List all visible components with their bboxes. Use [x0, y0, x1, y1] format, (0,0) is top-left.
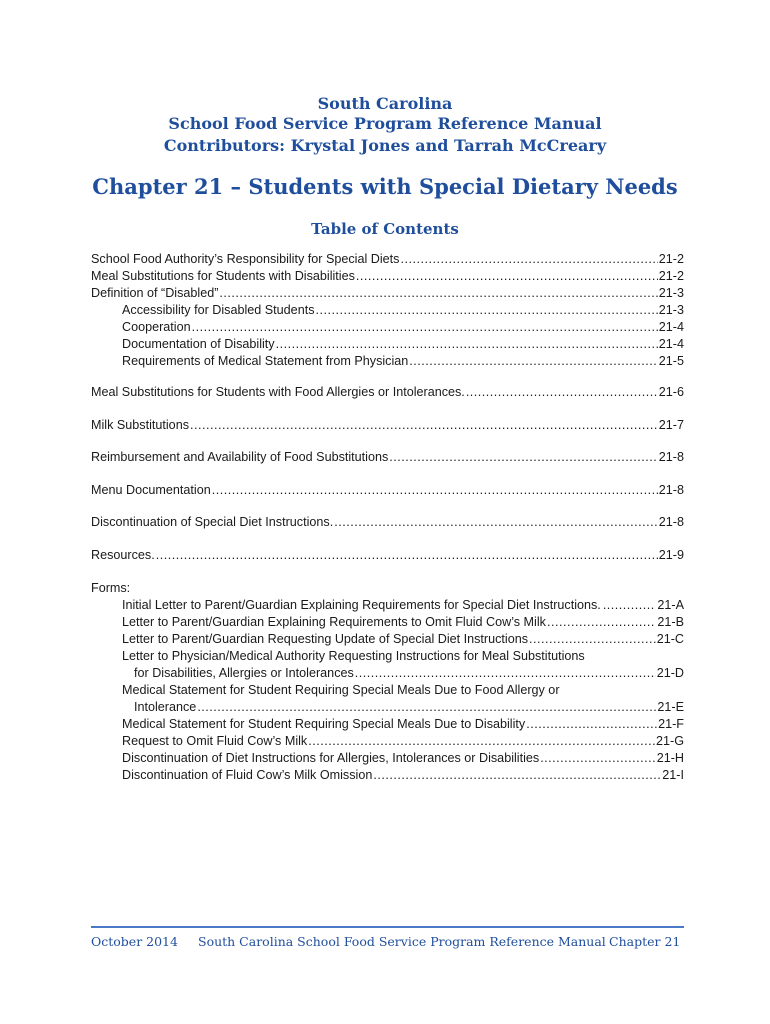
toc-subentry[interactable] — [122, 319, 684, 336]
toc-entry-title: Cooperation — [122, 320, 191, 334]
form-entry[interactable] — [134, 699, 684, 716]
toc-entry-page: 21-2 — [658, 252, 684, 266]
form-entry-page: 21-A — [657, 598, 684, 612]
toc-entry-title: Requirements of Medical Statement from Physician — [122, 354, 409, 368]
form-entry[interactable] — [122, 631, 684, 648]
toc-entry[interactable] — [91, 482, 684, 499]
form-entry-page: 21-E — [657, 700, 684, 714]
form-entry-title: Initial Letter to Parent/Guardian Explaining Requirements for Special Diet Instructions. — [122, 598, 601, 612]
form-entry-page: 21-F — [658, 717, 684, 731]
form-entry[interactable] — [134, 665, 684, 682]
toc-entry-page: 21-5 — [658, 354, 684, 368]
toc-entry-title: School Food Authority’s Responsibility for Special Diets — [91, 252, 400, 266]
toc-entry-page: 21-3 — [658, 286, 684, 300]
toc-entry-title: Documentation of Disability — [122, 337, 275, 351]
toc-entry-page: 21-6 — [658, 385, 684, 399]
form-entry-title-line1[interactable]: Medical Statement for Student Requiring Special Meals Due to Food Allergy or — [122, 683, 560, 697]
form-entry[interactable] — [122, 597, 684, 614]
chapter-title: Chapter 21 – Students with Special Dietary Needs — [92, 174, 678, 199]
form-entry-title: Request to Omit Fluid Cow’s Milk — [122, 734, 308, 748]
toc-entry-page: 21-4 — [658, 320, 684, 334]
form-entry-title: Medical Statement for Student Requiring Special Meals Due to Disability — [122, 717, 526, 731]
state-heading: South Carolina — [317, 94, 453, 113]
toc-entry-page: 21-4 — [658, 337, 684, 351]
toc-entry-page: 21-8 — [658, 450, 684, 464]
toc-entry-page: 21-8 — [658, 515, 684, 529]
form-entry-title: Letter to Parent/Guardian Requesting Update of Special Diet Instructions — [122, 632, 529, 646]
toc-entry-page: 21-3 — [658, 303, 684, 317]
toc-subentry[interactable] — [122, 353, 684, 370]
form-entry-page: 21-I — [662, 768, 684, 782]
toc-entry-title: Menu Documentation — [91, 483, 211, 497]
toc-entry-title: Meal Substitutions for Students with Disabilities — [91, 269, 355, 283]
toc-entry-title: Resources. — [91, 548, 155, 562]
form-entry-title: Discontinuation of Diet Instructions for Allergies, Intolerances or Disabilities — [122, 751, 540, 765]
toc-entry[interactable] — [91, 547, 684, 564]
form-entry-title: Letter to Parent/Guardian Explaining Requirements to Omit Fluid Cow’s Milk — [122, 615, 546, 629]
toc-entry-title: Milk Substitutions — [91, 418, 189, 432]
toc-entry-title: Discontinuation of Special Diet Instructions. — [91, 515, 334, 529]
footer-divider — [91, 926, 684, 928]
toc-entry-page: 21-9 — [658, 548, 684, 562]
form-entry[interactable] — [122, 767, 684, 784]
toc-entry-page: 21-8 — [658, 483, 684, 497]
footer-chapter: Chapter 21 — [609, 934, 681, 949]
toc-entry[interactable] — [91, 268, 684, 285]
toc-entry-page: 21-7 — [658, 418, 684, 432]
toc-entry-page: 21-2 — [658, 269, 684, 283]
toc-entry[interactable] — [91, 251, 684, 268]
toc-title: Table of Contents — [311, 220, 459, 238]
form-entry-page: 21-G — [656, 734, 684, 748]
footer-manual-title: South Carolina School Food Service Program Reference Manual — [198, 934, 606, 949]
form-entry-title-line1[interactable]: Letter to Physician/Medical Authority Requesting Instructions for Meal Substitutions — [122, 649, 585, 663]
toc-entry[interactable] — [91, 285, 684, 302]
form-entry[interactable] — [122, 733, 684, 750]
toc-entry-title: Reimbursement and Availability of Food Substitutions — [91, 450, 389, 464]
forms-label: Forms: — [91, 581, 131, 595]
toc-subentry[interactable] — [122, 336, 684, 353]
form-entry[interactable] — [122, 716, 684, 733]
form-entry-title: for Disabilities, Allergies or Intolerances — [134, 666, 354, 680]
toc-entry-title: Definition of “Disabled” — [91, 286, 219, 300]
toc-entry-title: Meal Substitutions for Students with Food Allergies or Intolerances. — [91, 385, 465, 399]
footer-date: October 2014 — [91, 934, 178, 949]
manual-heading: School Food Service Program Reference Manual — [168, 114, 602, 133]
form-entry-title: Intolerance — [134, 700, 197, 714]
toc-entry-title: Accessibility for Disabled Students — [122, 303, 315, 317]
toc-entry[interactable] — [91, 449, 684, 466]
toc-entry[interactable] — [91, 514, 684, 531]
form-entry-page: 21-B — [657, 615, 684, 629]
form-entry-title: Discontinuation of Fluid Cow’s Milk Omission — [122, 768, 373, 782]
form-entry[interactable] — [122, 750, 684, 767]
form-entry-page: 21-D — [656, 666, 684, 680]
form-entry-page: 21-C — [656, 632, 684, 646]
toc-subentry[interactable] — [122, 302, 684, 319]
form-entry-page: 21-H — [656, 751, 684, 765]
toc-entry[interactable] — [91, 384, 684, 401]
toc-entry[interactable] — [91, 417, 684, 434]
form-entry[interactable] — [122, 614, 684, 631]
contributors-heading: Contributors: Krystal Jones and Tarrah McCreary — [163, 136, 607, 155]
